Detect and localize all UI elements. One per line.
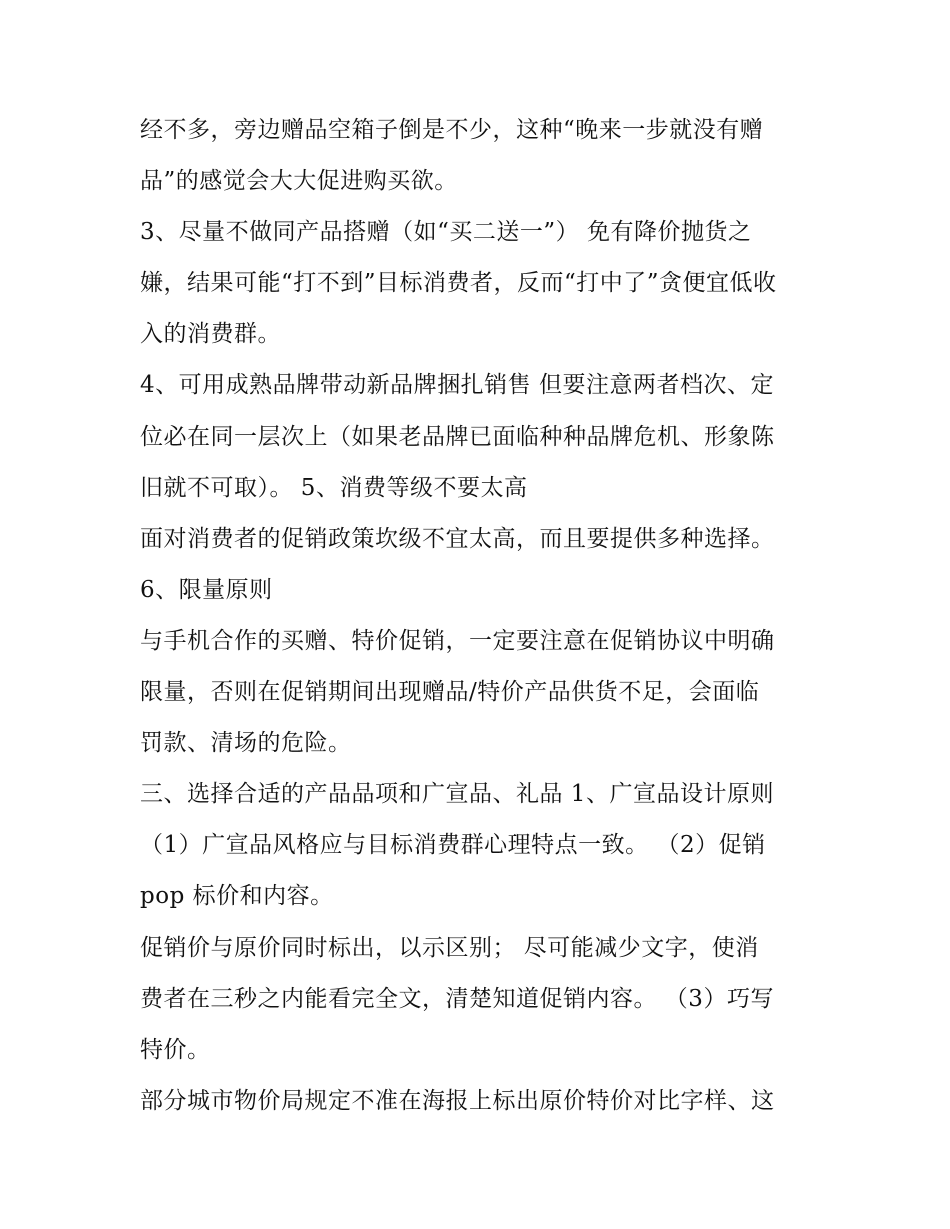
body-text <box>140 105 830 1127</box>
text-line: （1）广宣品风格应与目标消费群心理特点一致。 （2）促销 <box>140 832 766 859</box>
text-line: 6、限量原则 <box>140 576 273 603</box>
text-line: 嫌，结果可能“打不到”目标消费者，反而“打中了”贪便宜低收 <box>140 270 777 297</box>
text-line: 部分城市物价局规定不准在海报上标出原价特价对比字样、这 <box>140 1087 775 1114</box>
text-line: 旧就不可取）。 5、消费等级不要太高 <box>140 474 528 501</box>
text-line: 位必在同一层次上（如果老品牌已面临种种品牌危机、形象陈 <box>140 423 775 450</box>
text-line: 3、尽量不做同产品搭赠（如“买二送一”） 免有降价抛货之 <box>140 219 752 246</box>
text-line: 促销价与原价同时标出，以示区别； 尽可能减少文字，使消 <box>140 934 759 961</box>
text-line: 经不多，旁边赠品空箱子倒是不少，这种“晚来一步就没有赠 <box>140 117 764 143</box>
text-line: 品”的感觉会大大促进购买欲。 <box>140 168 458 195</box>
text-line: 4、可用成熟品牌带动新品牌捆扎销售 但要注意两者档次、定 <box>140 372 774 399</box>
text-line: 面对消费者的促销政策坎级不宜太高，而且要提供多种选择。 <box>140 525 775 552</box>
text-line: 费者在三秒之内能看完全文，清楚知道促销内容。 （3）巧写 <box>140 985 774 1012</box>
text-line: 入的消费群。 <box>140 321 281 348</box>
text-line: 限量，否则在促销期间出现赠品/特价产品供货不足，会面临 <box>140 679 760 706</box>
text-line: 罚款、清场的危险。 <box>140 730 352 757</box>
text-line: 与手机合作的买赠、特价促销，一定要注意在促销协议中明确 <box>140 627 775 654</box>
text-line: 三、选择合适的产品品项和广宣品、礼品 1、广宣品设计原则 <box>140 781 774 808</box>
text-line: pop 标价和内容。 <box>140 883 334 910</box>
text-line: 特价。 <box>140 1036 211 1063</box>
